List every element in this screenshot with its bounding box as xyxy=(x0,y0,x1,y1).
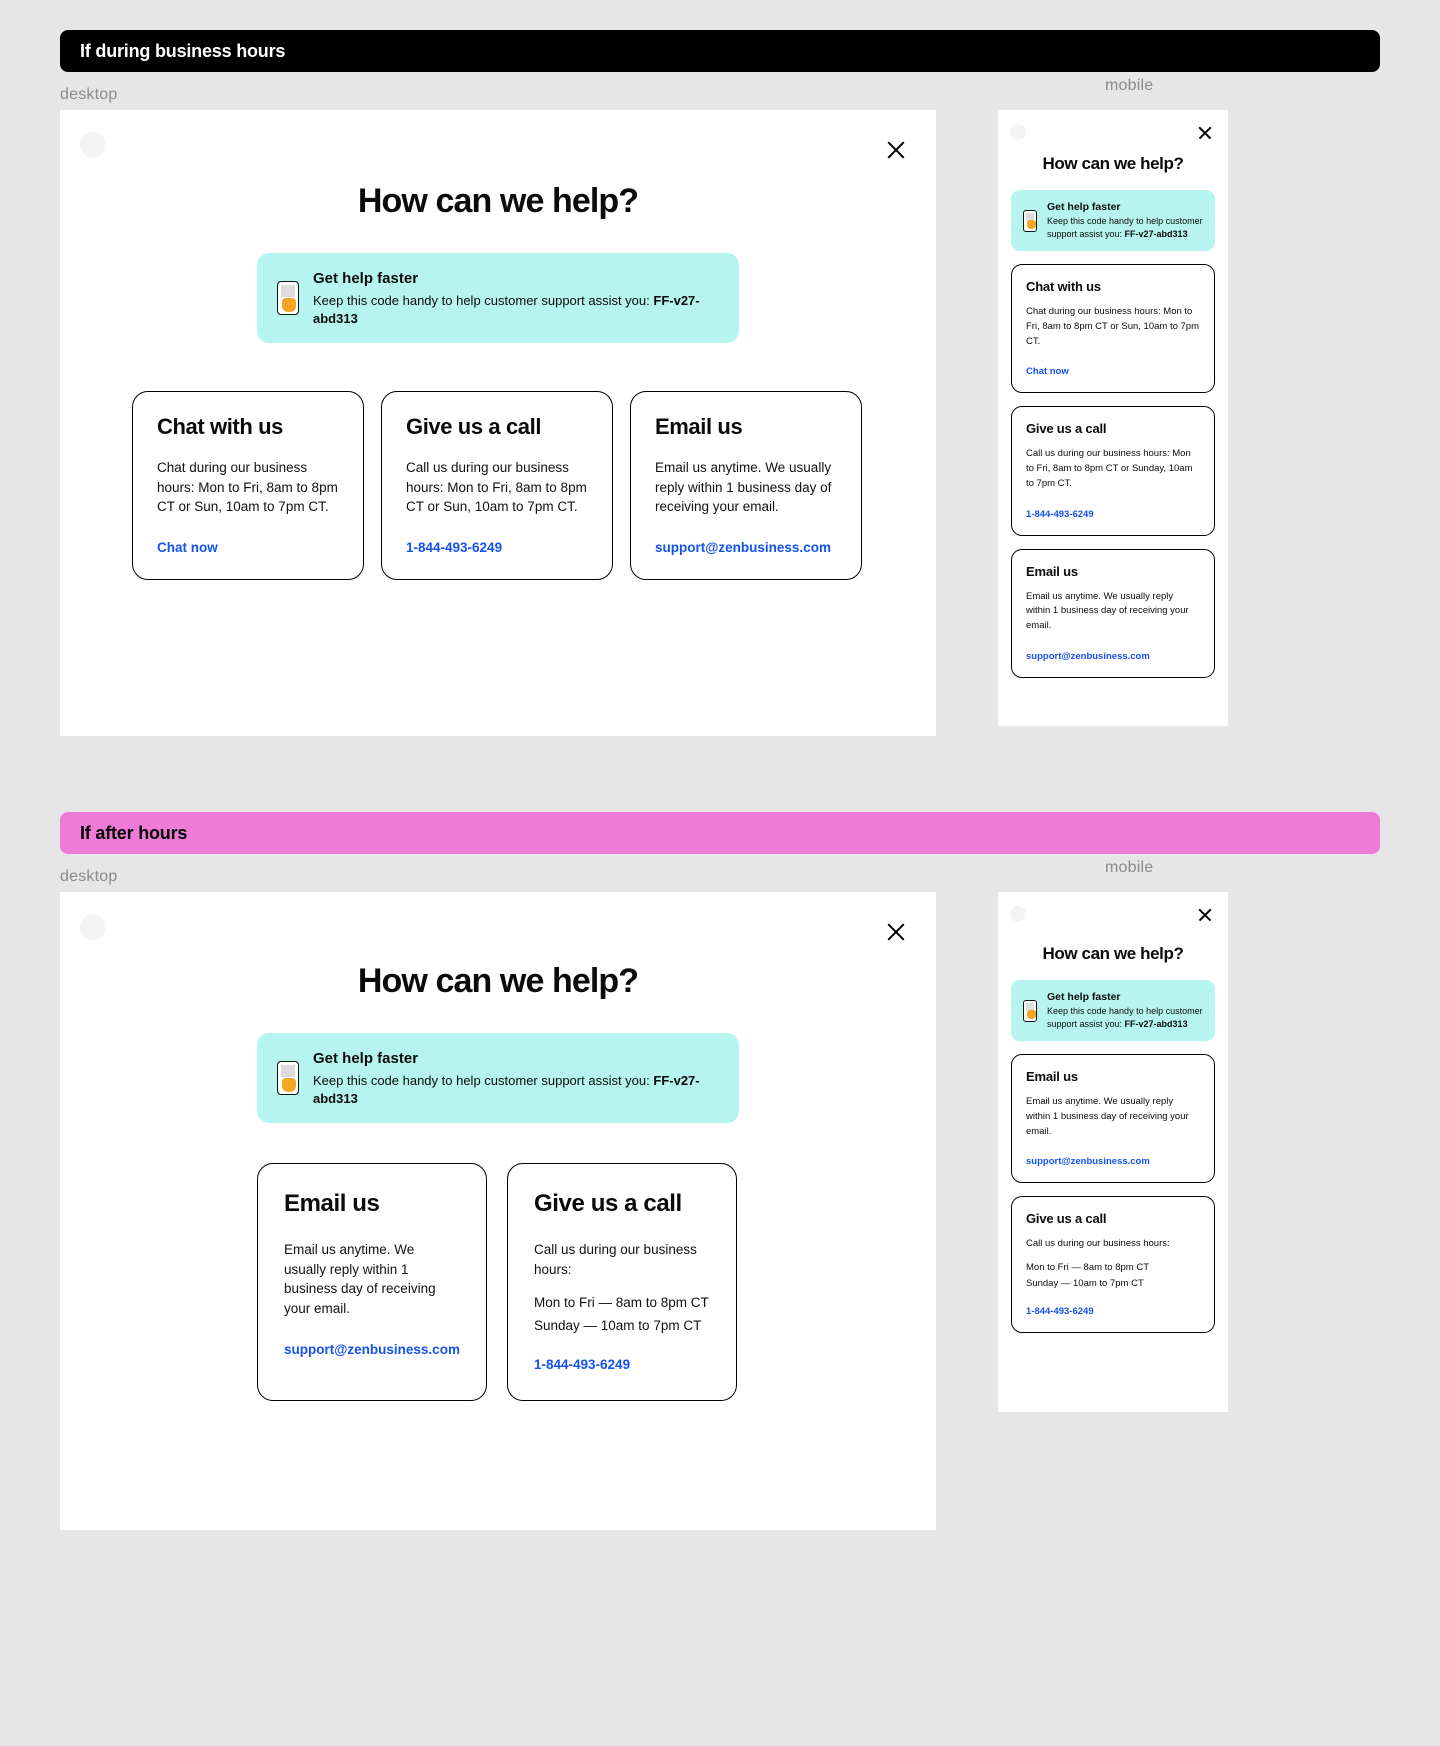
device-labels-row-1 xyxy=(60,77,1380,110)
close-icon[interactable] xyxy=(882,918,910,946)
code-banner-prefix: Keep this code handy to help customer support assist you: xyxy=(1047,1006,1203,1029)
card-body: Email us anytime. We usually reply within 1 business day of receiving your email. xyxy=(1026,1096,1189,1137)
mobile-label: mobile xyxy=(1105,859,1154,876)
close-icon[interactable] xyxy=(1196,124,1214,142)
section-banner-after-hours xyxy=(60,812,1380,854)
page-title: How can we help? xyxy=(357,182,639,220)
card-title: Give us a call xyxy=(1026,1211,1107,1227)
section-banner-label: If after hours xyxy=(80,822,188,843)
card-body: Email us anytime. We usually reply within 1 business day of receiving your email. xyxy=(1026,590,1189,631)
card-email-us xyxy=(1011,549,1215,678)
card-title: Give us a call xyxy=(406,414,542,440)
mobile-help-modal xyxy=(998,892,1228,1412)
card-give-us-a-call xyxy=(1011,406,1215,535)
code-banner-title: Get help faster xyxy=(1047,991,1121,1003)
email-link[interactable]: support@zenbusiness.com xyxy=(1026,1156,1150,1168)
card-body: Call us during our business hours: Mon to Fri, 8am to 8pm CT or Sun, 10am to 7pm CT. xyxy=(406,460,587,515)
card-title: Email us xyxy=(655,414,743,440)
support-code: FF-v27-abd313 xyxy=(1124,1018,1188,1029)
card-body: Email us anytime. We usually reply within 1 business day of receiving your email. xyxy=(655,460,832,515)
card-give-us-a-call xyxy=(1011,1196,1215,1333)
card-chat-with-us xyxy=(132,391,364,580)
code-banner-title: Get help faster xyxy=(313,270,419,287)
card-title: Give us a call xyxy=(1026,421,1107,437)
phone-in-hand-icon xyxy=(1023,1000,1037,1022)
card-title: Chat with us xyxy=(157,414,283,440)
code-banner-text xyxy=(1047,1005,1203,1030)
desktop-label: desktop xyxy=(60,86,118,103)
hours-line-sunday: Sunday — 10am to 7pm CT xyxy=(1026,1278,1144,1290)
hours-line-sunday: Sunday — 10am to 7pm CT xyxy=(534,1317,702,1333)
card-body: Call us during our business hours: Mon to Fri, 8am to 8pm CT or Sunday, 10am to 7pm CT. xyxy=(1026,448,1193,489)
hours-line-weekday: Mon to Fri — 8am to 8pm CT xyxy=(1026,1262,1150,1274)
phone-link[interactable]: 1-844-493-6249 xyxy=(534,1356,631,1372)
frames-row-1 xyxy=(60,110,1380,736)
card-give-us-a-call xyxy=(507,1163,737,1401)
brand-logo-icon xyxy=(1010,124,1026,140)
mobile-label: mobile xyxy=(1105,77,1154,94)
phone-link[interactable]: 1-844-493-6249 xyxy=(406,540,503,556)
close-icon[interactable] xyxy=(1196,906,1214,924)
section-after-hours xyxy=(0,812,1440,1530)
hours-line-weekday: Mon to Fri — 8am to 8pm CT xyxy=(534,1295,709,1311)
get-help-faster-banner xyxy=(1011,980,1215,1041)
phone-link[interactable]: 1-844-493-6249 xyxy=(1026,508,1094,520)
brand-logo-icon xyxy=(80,914,106,940)
card-title: Give us a call xyxy=(534,1190,682,1218)
brand-logo-icon xyxy=(1010,906,1026,922)
support-code: FF-v27-abd313 xyxy=(313,293,700,326)
card-title: Email us xyxy=(1026,563,1078,579)
mobile-help-modal xyxy=(998,110,1228,726)
card-give-us-a-call xyxy=(381,391,613,580)
card-body: Chat during our business hours: Mon to Fri, 8am to 8pm CT or Sun, 10am to 7pm CT. xyxy=(1026,306,1200,347)
section-business-hours xyxy=(0,0,1440,736)
brand-logo-icon xyxy=(80,132,106,158)
card-body: Call us during our business hours: xyxy=(534,1242,697,1277)
contact-cards-row xyxy=(132,391,936,580)
support-code: FF-v27-abd313 xyxy=(1124,228,1188,239)
device-labels-row-2 xyxy=(60,859,1380,892)
get-help-faster-banner xyxy=(257,253,739,343)
code-banner-text xyxy=(313,1072,719,1107)
phone-in-hand-icon xyxy=(1023,210,1037,232)
frames-row-2 xyxy=(60,892,1380,1530)
email-link[interactable]: support@zenbusiness.com xyxy=(655,540,831,556)
card-body: Chat during our business hours: Mon to Fri, 8am to 8pm CT or Sun, 10am to 7pm CT. xyxy=(157,460,338,515)
page-title: How can we help? xyxy=(357,962,639,1000)
card-chat-with-us xyxy=(1011,264,1215,393)
card-email-us xyxy=(1011,1054,1215,1183)
email-link[interactable]: support@zenbusiness.com xyxy=(1026,650,1150,662)
chat-now-link[interactable]: Chat now xyxy=(1026,366,1069,378)
desktop-help-modal xyxy=(60,110,936,736)
card-email-us xyxy=(257,1163,487,1401)
code-banner-prefix: Keep this code handy to help customer support assist you: xyxy=(1047,216,1203,239)
code-banner-text xyxy=(1047,215,1203,240)
card-body: Call us during our business hours: xyxy=(1026,1238,1170,1250)
page-title: How can we help? xyxy=(1042,154,1184,173)
phone-link[interactable]: 1-844-493-6249 xyxy=(1026,1306,1094,1318)
card-body: Email us anytime. We usually reply within 1 business day of receiving your email. xyxy=(284,1242,436,1317)
desktop-label: desktop xyxy=(60,868,118,885)
card-title: Chat with us xyxy=(1026,279,1101,295)
get-help-faster-banner xyxy=(1011,190,1215,251)
page-title: How can we help? xyxy=(1042,944,1184,963)
code-banner-text xyxy=(313,292,719,327)
code-banner-prefix: Keep this code handy to help customer support assist you: xyxy=(313,1073,654,1089)
phone-in-hand-icon xyxy=(277,281,299,315)
card-email-us xyxy=(630,391,862,580)
code-banner-prefix: Keep this code handy to help customer support assist you: xyxy=(313,293,654,309)
section-banner-business-hours xyxy=(60,30,1380,72)
email-link[interactable]: support@zenbusiness.com xyxy=(284,1341,460,1357)
card-title: Email us xyxy=(1026,1069,1078,1085)
contact-cards-row xyxy=(257,1163,936,1401)
chat-now-link[interactable]: Chat now xyxy=(157,540,218,556)
section-banner-label: If during business hours xyxy=(80,40,286,61)
desktop-help-modal xyxy=(60,892,936,1530)
get-help-faster-banner xyxy=(257,1033,739,1123)
support-code: FF-v27-abd313 xyxy=(313,1073,700,1106)
card-title: Email us xyxy=(284,1190,380,1218)
close-icon[interactable] xyxy=(882,136,910,164)
code-banner-title: Get help faster xyxy=(1047,201,1121,213)
phone-in-hand-icon xyxy=(277,1061,299,1095)
code-banner-title: Get help faster xyxy=(313,1050,419,1067)
